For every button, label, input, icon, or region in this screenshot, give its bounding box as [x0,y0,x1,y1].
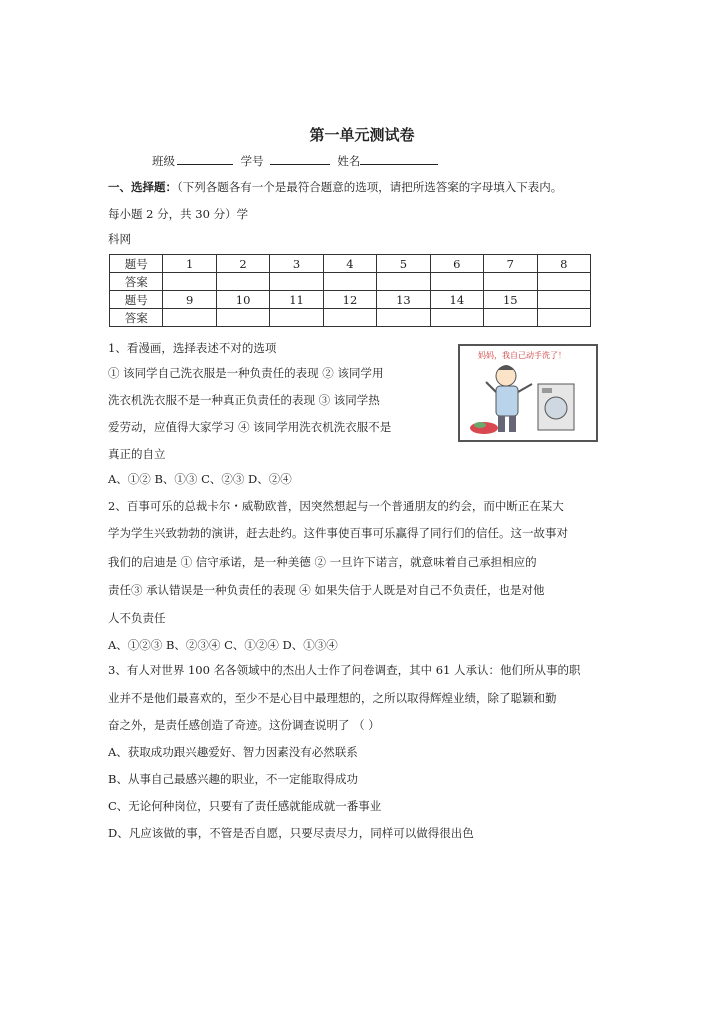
name-label: 姓名 [337,154,361,168]
answer-cell[interactable] [323,273,376,291]
student-id-blank[interactable] [270,152,330,165]
q3-text-line: 业并不是他们最喜欢的，至少不是心目中最理想的，之所以取得辉煌业绩，除了聪颖和勤 [108,691,557,705]
q1-stem: 1、看漫画，选择表述不对的选项 [108,341,277,355]
section1-instruction: 一、选择题：（下列各题各有一个是最符合题意的选项，请把所选答案的字母填入下表内。 [108,180,563,194]
student-id-label: 学号 [240,154,264,168]
question-number: 1 [163,255,216,273]
question-number: 5 [377,255,430,273]
table-row [110,273,591,291]
cartoon-image [458,344,598,442]
name-blank[interactable] [360,152,438,165]
cartoon-illustration [460,346,596,440]
section1-instruction-cont: 每小题 2 分，共 30 分）学 [108,207,249,221]
q3-option-d: D、凡应该做的事，不管是否自愿，只要尽责尽力，同样可以做得很出色 [108,826,474,840]
question-number: 8 [537,255,591,273]
question-number: 10 [216,291,269,309]
question-number: 7 [484,255,537,273]
table-row [110,309,591,327]
q2-text-line: 人不负责任 [108,611,166,625]
row-label: 题号 [110,291,163,309]
answer-cell[interactable] [377,273,430,291]
class-label: 班级 [152,154,175,168]
row-label: 答案 [110,273,163,291]
q1-text-line: 真正的自立 [108,447,166,461]
q2-text-line: 2、百事可乐的总裁卡尔・威勒欧普，因突然想起与一个普通朋友的约会，而中断正在某大 [108,499,564,513]
q3-option-c: C、无论何种岗位，只要有了责任感就能成就一番事业 [108,799,382,813]
question-number: 3 [270,255,323,273]
q3-option-a: A、获取成功跟兴趣爱好、智力因素没有必然联系 [108,745,358,759]
answer-cell[interactable] [484,309,537,327]
q2-text-line: 责任③ 承认错误是一种负责任的表现 ④ 如果失信于人既是对自己不负责任，也是对他 [108,583,545,597]
answer-cell[interactable] [430,309,483,327]
answer-cell[interactable] [430,273,483,291]
watermark-text: 科网 [108,232,131,246]
section1-heading: 一、选择题： [108,180,177,194]
question-number: 4 [323,255,376,273]
q2-text-line: 学为学生兴致勃勃的演讲，赶去赴约。这件事使百事可乐赢得了同行们的信任。这一故事对 [108,526,568,540]
answer-cell[interactable] [216,273,269,291]
student-info-line [152,152,442,169]
q3-option-b: B、从事自己最感兴趣的职业，不一定能取得成功 [108,772,358,786]
answer-cell[interactable] [163,309,216,327]
answer-cell[interactable] [323,309,376,327]
answer-table [109,254,591,327]
q1-text-line: ① 该同学自己洗衣服是一种负责任的表现 ② 该同学用 [108,366,384,380]
answer-cell[interactable] [270,309,323,327]
question-number: 13 [377,291,430,309]
question-number: 11 [270,291,323,309]
question-number: 12 [323,291,376,309]
answer-cell[interactable] [163,273,216,291]
q1-text-line: 洗衣机洗衣服不是一种真正负责任的表现 ③ 该同学热 [108,393,380,407]
question-number: 9 [163,291,216,309]
class-blank[interactable] [177,152,233,165]
q2-options: A、①②③ B、②③④ C、①②④ D、①③④ [108,638,338,652]
question-number: 2 [216,255,269,273]
q1-options: A、①② B、①③ C、②③ D、②④ [108,472,292,486]
question-number [537,291,591,309]
table-row [110,255,591,273]
answer-cell[interactable] [537,273,591,291]
answer-cell[interactable] [537,309,591,327]
answer-cell[interactable] [377,309,430,327]
row-label: 题号 [110,255,163,273]
question-number: 15 [484,291,537,309]
q2-text-line: 我们的启迪是 ① 信守承诺，是一种美德 ② 一旦许下诺言，就意味着自己承担相应的 [108,555,537,569]
q3-text-line: 奋之外，是责任感创造了奇迹。这份调查说明了 （ ） [108,718,380,732]
row-label: 答案 [110,309,163,327]
question-number: 14 [430,291,483,309]
page-title: 第一单元测试卷 [309,126,415,144]
cartoon-caption: 妈妈，我自己动手洗了！ [478,351,566,360]
q1-text-line: 爱劳动，应值得大家学习 ④ 该同学用洗衣机洗衣服不是 [108,420,392,434]
answer-cell[interactable] [484,273,537,291]
answer-cell[interactable] [270,273,323,291]
q3-text-line: 3、有人对世界 100 名各领域中的杰出人士作了问卷调查，其中 61 人承认：他们所从事的职 [108,663,581,677]
question-number: 6 [430,255,483,273]
table-row [110,291,591,309]
answer-cell[interactable] [216,309,269,327]
